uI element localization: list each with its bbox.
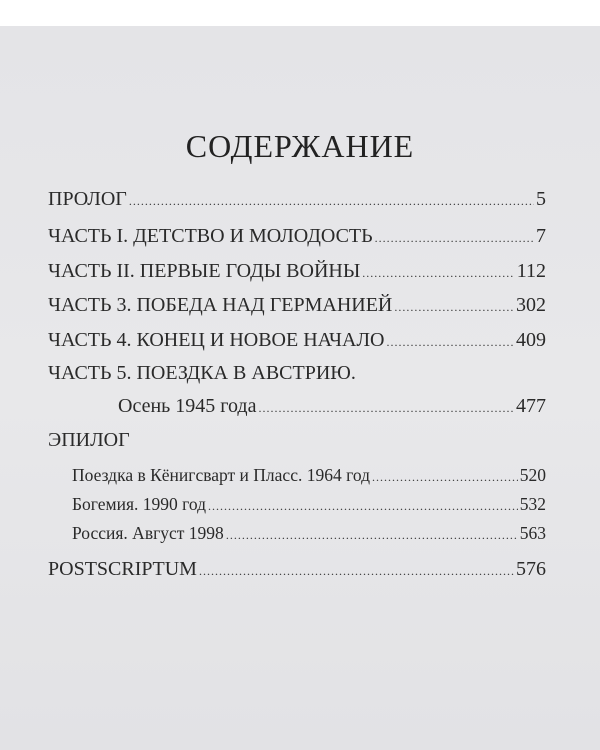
page-title: СОДЕРЖАНИЕ	[185, 128, 415, 164]
toc-entry	[72, 494, 546, 515]
page-number: 409	[516, 329, 546, 351]
toc-entry	[48, 294, 546, 317]
page-number: 302	[516, 294, 546, 316]
toc-entry	[72, 465, 546, 486]
page-number: 7	[536, 225, 546, 247]
page-number: 5	[536, 188, 546, 210]
toc-entry	[48, 188, 546, 211]
page-number: 563	[519, 523, 546, 543]
entry-label: ПРОЛОГ	[48, 188, 127, 210]
toc-entry	[48, 225, 546, 248]
leader-dots	[394, 294, 514, 317]
entry-label: ЧАСТЬ II. ПЕРВЫЕ ГОДЫ ВОЙНЫ	[48, 260, 361, 282]
leader-dots	[375, 225, 534, 248]
toc-entry	[118, 395, 546, 418]
leader-dots	[387, 329, 514, 352]
leader-dots	[362, 260, 514, 283]
page-number: 477	[516, 395, 546, 417]
entry-label: ЧАСТЬ 3. ПОБЕДА НАД ГЕРМАНИЕЙ	[48, 294, 393, 316]
entry-label: ЧАСТЬ I. ДЕТСТВО И МОЛОДОСТЬ	[48, 225, 373, 247]
page-number: 532	[519, 494, 546, 514]
toc-entry	[48, 329, 546, 352]
leader-dots	[372, 465, 518, 486]
entry-label: ЧАСТЬ 4. КОНЕЦ И НОВОЕ НАЧАЛО	[48, 329, 385, 351]
leader-dots	[226, 523, 518, 544]
leader-dots	[129, 188, 534, 211]
leader-dots	[199, 558, 514, 581]
entry-label: ЭПИЛОГ	[48, 429, 130, 451]
leader-dots	[258, 395, 514, 418]
entry-label: Россия. Август 1998	[72, 523, 224, 543]
entry-label: POSTSCRIPTUM	[48, 558, 197, 580]
page-number: 112	[516, 260, 546, 282]
toc-entry	[72, 523, 546, 544]
leader-dots	[208, 494, 518, 515]
toc-entry	[48, 558, 546, 581]
entry-label: Осень 1945 года	[118, 395, 257, 417]
entry-label: Поездка в Кёнигсварт и Пласс. 1964 год	[72, 465, 370, 485]
toc-entry	[48, 260, 546, 283]
entry-label: ЧАСТЬ 5. ПОЕЗДКА В АВСТРИЮ.	[48, 362, 356, 384]
page-number: 576	[516, 558, 546, 580]
entry-label: Богемия. 1990 год	[72, 494, 207, 514]
page-number: 520	[519, 465, 546, 485]
